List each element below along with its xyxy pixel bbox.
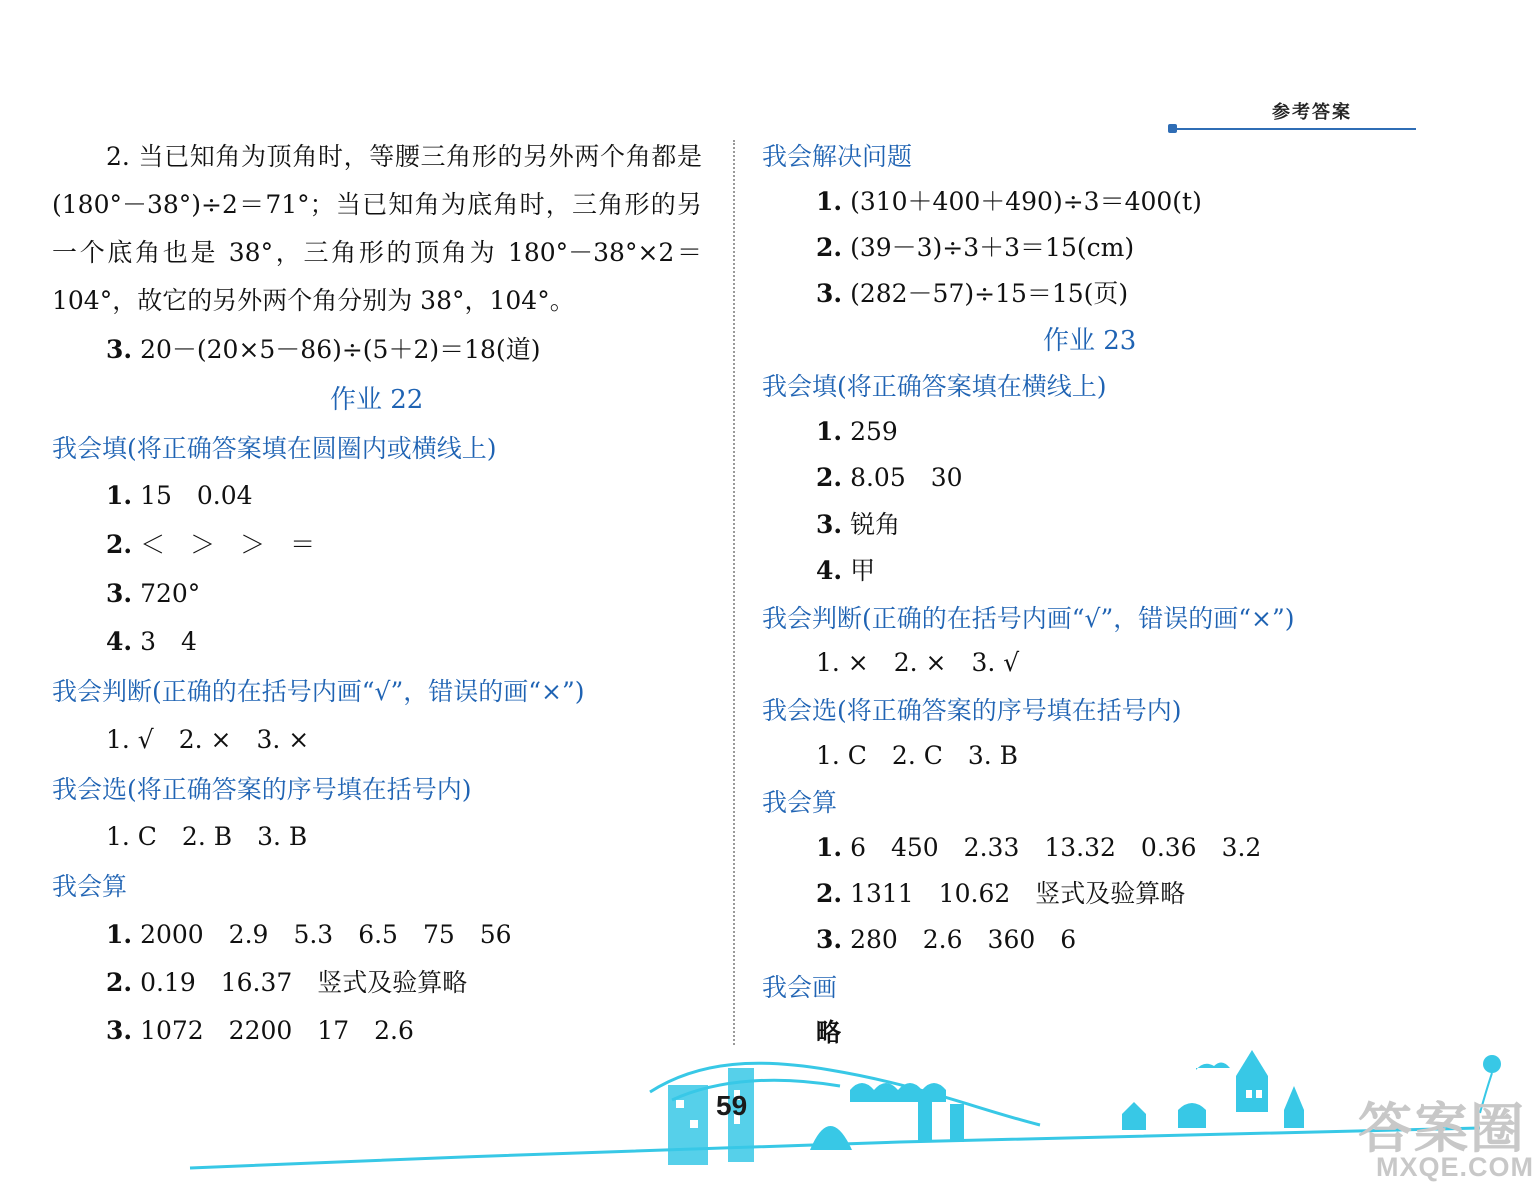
fill-item-2 <box>106 530 315 560</box>
item-text: 259 <box>850 417 898 446</box>
item-text: 8.05 30 <box>850 463 963 492</box>
header-rule <box>1172 128 1416 130</box>
item-number: 2. <box>106 968 133 997</box>
bridge-pillar <box>918 1100 932 1142</box>
item-number: 1. <box>816 417 843 446</box>
item-number: 1. <box>106 920 133 949</box>
item-text: 15 0.04 <box>140 481 253 510</box>
item-text: (39－3)÷3＋3＝15(cm) <box>850 233 1135 262</box>
castle-tower <box>1236 1050 1268 1112</box>
house-3 <box>1284 1086 1304 1128</box>
item-number: 3. <box>106 579 133 608</box>
item-number: 3. <box>106 1016 133 1045</box>
item-text: 2000 2.9 5.3 6.5 75 56 <box>140 920 512 949</box>
watermark-url: MXQE.COM <box>1376 1152 1535 1182</box>
item-text: 甲 <box>850 556 876 585</box>
item-number: 2. <box>106 530 133 559</box>
answer-q2-paragraph: 2. 当已知角为顶角时，等腰三角形的另外两个角都是(180°－38°)÷2＝71°；当已知角为底角时，三角形的另一个底角也是 38°，三角形的顶角为 180°－38°×2＝104°，故它的另外两个角分别为 38°，104°。 <box>52 142 702 315</box>
item-number: 1. <box>816 833 843 862</box>
fill-item-4 <box>106 627 197 657</box>
footer-landscape-illustration <box>0 1030 1536 1190</box>
item-text: 3 4 <box>140 627 197 656</box>
calc-item-1 <box>816 833 1261 863</box>
homework-22-title: 作业 22 <box>330 385 424 415</box>
calc-item-2 <box>106 968 467 998</box>
item-number: 3. <box>816 925 843 954</box>
tower-left <box>668 1085 708 1165</box>
column-divider <box>733 140 735 1045</box>
page-number: 59 <box>716 1090 748 1121</box>
fill-item-3 <box>106 579 200 609</box>
balloon <box>1483 1055 1501 1073</box>
calc-item-1 <box>106 920 512 950</box>
item-number: 1. <box>106 481 133 510</box>
section-solve-heading: 我会解决问题 <box>762 142 913 171</box>
fill-item-2 <box>816 463 963 493</box>
item-text: 0.19 16.37 竖式及验算略 <box>140 968 468 997</box>
section-choose-heading: 我会选(将正确答案的序号填在括号内) <box>52 775 472 804</box>
item-number: 3. <box>106 335 133 364</box>
section-choose-heading: 我会选(将正确答案的序号填在括号内) <box>762 696 1182 725</box>
item-text: (310＋400＋490)÷3＝400(t) <box>850 187 1202 216</box>
calc-item-2 <box>816 879 1185 909</box>
item-number: 3. <box>816 510 843 539</box>
fill-item-3 <box>816 510 900 540</box>
house-1 <box>1122 1102 1146 1130</box>
section-judge-heading: 我会判断(正确的在括号内画“√”，错误的画“×”) <box>52 677 585 706</box>
item-number: 1. <box>816 187 843 216</box>
solve-item-2 <box>816 233 1134 263</box>
item-text: 1311 10.62 竖式及验算略 <box>850 879 1186 908</box>
item-text: 20－(20×5－86)÷(5＋2)＝18(道) <box>140 335 541 364</box>
section-judge-heading: 我会判断(正确的在括号内画“√”，错误的画“×”) <box>762 604 1295 633</box>
solve-item-3 <box>816 279 1128 309</box>
house-2 <box>1178 1103 1206 1128</box>
item-text: 720° <box>140 579 201 608</box>
item-text: 280 2.6 360 6 <box>850 925 1077 954</box>
fill-item-4 <box>816 556 875 586</box>
section-fill-heading: 我会填(将正确答案填在圆圈内或横线上) <box>52 434 497 463</box>
wave-curve <box>650 1063 1040 1125</box>
item-number: 4. <box>816 556 843 585</box>
trees <box>850 1083 946 1102</box>
header-label: 参考答案 <box>1272 102 1352 123</box>
item-text: 6 450 2.33 13.32 0.36 3.2 <box>850 833 1262 862</box>
judge-answers: 1. × 2. × 3. √ <box>816 648 1020 677</box>
item-text: (282－57)÷15＝15(页) <box>850 279 1129 308</box>
fill-item-1 <box>106 481 253 511</box>
watermark <box>1340 1080 1536 1190</box>
choose-answers: 1. C 2. B 3. B <box>106 822 308 851</box>
dome-building <box>810 1126 852 1150</box>
item-number: 2. <box>816 233 843 262</box>
section-draw-heading: 我会画 <box>762 973 838 1002</box>
item-number: 2. <box>816 879 843 908</box>
item-text: 锐角 <box>850 510 901 539</box>
item-text: ＜ ＞ ＞ ＝ <box>140 530 316 559</box>
solve-item-1 <box>816 187 1202 217</box>
section-calc-heading: 我会算 <box>52 872 128 901</box>
item-number: 3. <box>816 279 843 308</box>
item-number: 2. <box>816 463 843 492</box>
fill-item-1 <box>816 417 898 447</box>
draw-answer: 略 <box>816 1018 842 1047</box>
section-calc-heading: 我会算 <box>762 788 838 817</box>
calc-item-3 <box>816 925 1076 955</box>
judge-answers: 1. √ 2. × 3. × <box>106 725 310 754</box>
cloud <box>1196 1062 1230 1070</box>
homework-23-title: 作业 23 <box>1043 326 1137 356</box>
answer-q3 <box>106 335 540 365</box>
watermark-text: 答案圈 <box>1358 1099 1526 1159</box>
section-fill-heading: 我会填(将正确答案填在横线上) <box>762 372 1107 401</box>
item-text: 1072 2200 17 2.6 <box>140 1016 414 1045</box>
item-number: 4. <box>106 627 133 656</box>
choose-answers: 1. C 2. C 3. B <box>816 741 1019 770</box>
